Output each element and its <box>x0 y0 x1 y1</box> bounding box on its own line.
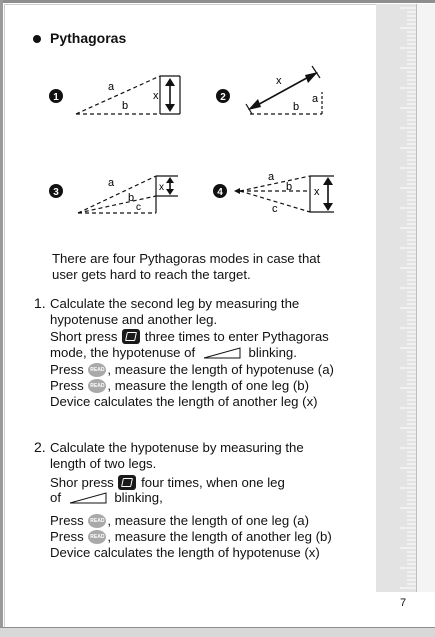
step-1-press-text: three times to enter Pythagoras <box>144 329 329 344</box>
step-2-of-text: blinking, <box>114 490 163 505</box>
diagram-4-number <box>213 184 227 201</box>
step-1-mode-label: mode, the hypotenuse of <box>50 345 196 360</box>
diagram-1 <box>70 70 190 120</box>
diagram-2-number <box>216 89 230 106</box>
step-2-press-label: Shor press <box>50 475 114 490</box>
diagram-1-label-x: x <box>153 90 159 102</box>
diagram-2-label-b: b <box>293 101 300 113</box>
diagram-3-label-b: b <box>128 192 135 204</box>
step-1-press-line <box>50 329 329 344</box>
diagram-2-label-x: x <box>276 75 282 87</box>
diagram-3-number <box>49 184 63 201</box>
intro-line-2: user gets hard to reach the target. <box>52 267 251 282</box>
step-1-result: Device calculates the length of another leg (x) <box>50 394 318 409</box>
step-2-press-line <box>50 475 285 490</box>
triangle-icon <box>69 492 107 504</box>
step-1-read-2-text: , measure the length of one leg (b) <box>107 378 309 393</box>
diagram-3-number-text: 3 <box>53 187 59 198</box>
window-left-edge <box>0 0 3 636</box>
step-2-read-2-text: , measure the length of another leg (b) <box>107 529 332 544</box>
diagram-1-number-text: 1 <box>53 92 59 103</box>
mode-button-icon <box>122 329 140 344</box>
page-number: 7 <box>400 597 407 609</box>
read-button-icon <box>88 363 106 377</box>
ruler-margin <box>416 4 435 592</box>
step-2-of-label: of <box>50 490 61 505</box>
step-2-number: 2. <box>34 439 46 455</box>
step-1-press-label: Short press <box>50 329 118 344</box>
step-2-result: Device calculates the length of hypotenuse (x) <box>50 545 320 560</box>
intro-line-1: There are four Pythagoras modes in case that <box>52 251 321 266</box>
diagram-3 <box>70 168 186 218</box>
read-button-icon <box>88 530 106 544</box>
diagram-1-label-b: b <box>122 100 129 112</box>
step-1-read-1-text: , measure the length of hypotenuse (a) <box>107 362 334 377</box>
diagram-4-label-b: b <box>286 181 293 193</box>
diagram-2-number-text: 2 <box>220 92 226 103</box>
diagram-3-label-a: a <box>108 177 115 189</box>
step-1-read-2 <box>50 378 309 393</box>
ruler-ticks <box>376 4 416 592</box>
diagram-4-label-c: c <box>272 203 278 215</box>
mode-button-icon <box>118 475 136 490</box>
read-button-icon <box>88 379 106 393</box>
ruler-strip <box>376 4 416 592</box>
step-1-number: 1. <box>34 295 46 311</box>
step-2-read-2 <box>50 529 332 544</box>
diagram-1-label-a: a <box>108 81 115 93</box>
diagram-3-label-x: x <box>159 182 164 193</box>
step-1-read-1 <box>50 362 334 377</box>
diagram-2-label-a: a <box>312 93 319 105</box>
diagram-3-label-c: c <box>136 202 141 213</box>
step-2-of-line <box>50 490 163 505</box>
step-1-line-1: Calculate the second leg by measuring the <box>50 296 300 311</box>
step-1-mode-text: blinking. <box>248 345 297 360</box>
step-1-line-2: hypotenuse and another leg. <box>50 312 218 327</box>
diagram-1-number <box>49 89 63 106</box>
bullet-icon <box>33 35 41 43</box>
read-button-icon <box>88 514 106 528</box>
section-title: Pythagoras <box>50 30 127 46</box>
diagram-4-number-text: 4 <box>217 187 223 198</box>
step-2-read-1-text: , measure the length of one leg (a) <box>107 513 309 528</box>
step-1-mode-line <box>50 345 297 360</box>
step-2-read-2-label: Press <box>50 529 84 544</box>
step-2-line-1: Calculate the hypotenuse by measuring the <box>50 440 304 455</box>
diagram-4 <box>228 168 340 218</box>
step-1-read-1-label: Press <box>50 362 84 377</box>
step-1-read-2-label: Press <box>50 378 84 393</box>
diagram-2 <box>238 62 330 120</box>
step-2-read-1-label: Press <box>50 513 84 528</box>
step-2-read-1 <box>50 513 309 528</box>
step-2-press-text: four times, when one leg <box>141 475 285 490</box>
step-2-line-2: length of two legs. <box>50 456 157 471</box>
diagram-4-label-x: x <box>314 186 320 198</box>
window-top-edge <box>0 0 435 3</box>
diagram-4-label-a: a <box>268 171 275 183</box>
triangle-icon <box>203 347 241 359</box>
